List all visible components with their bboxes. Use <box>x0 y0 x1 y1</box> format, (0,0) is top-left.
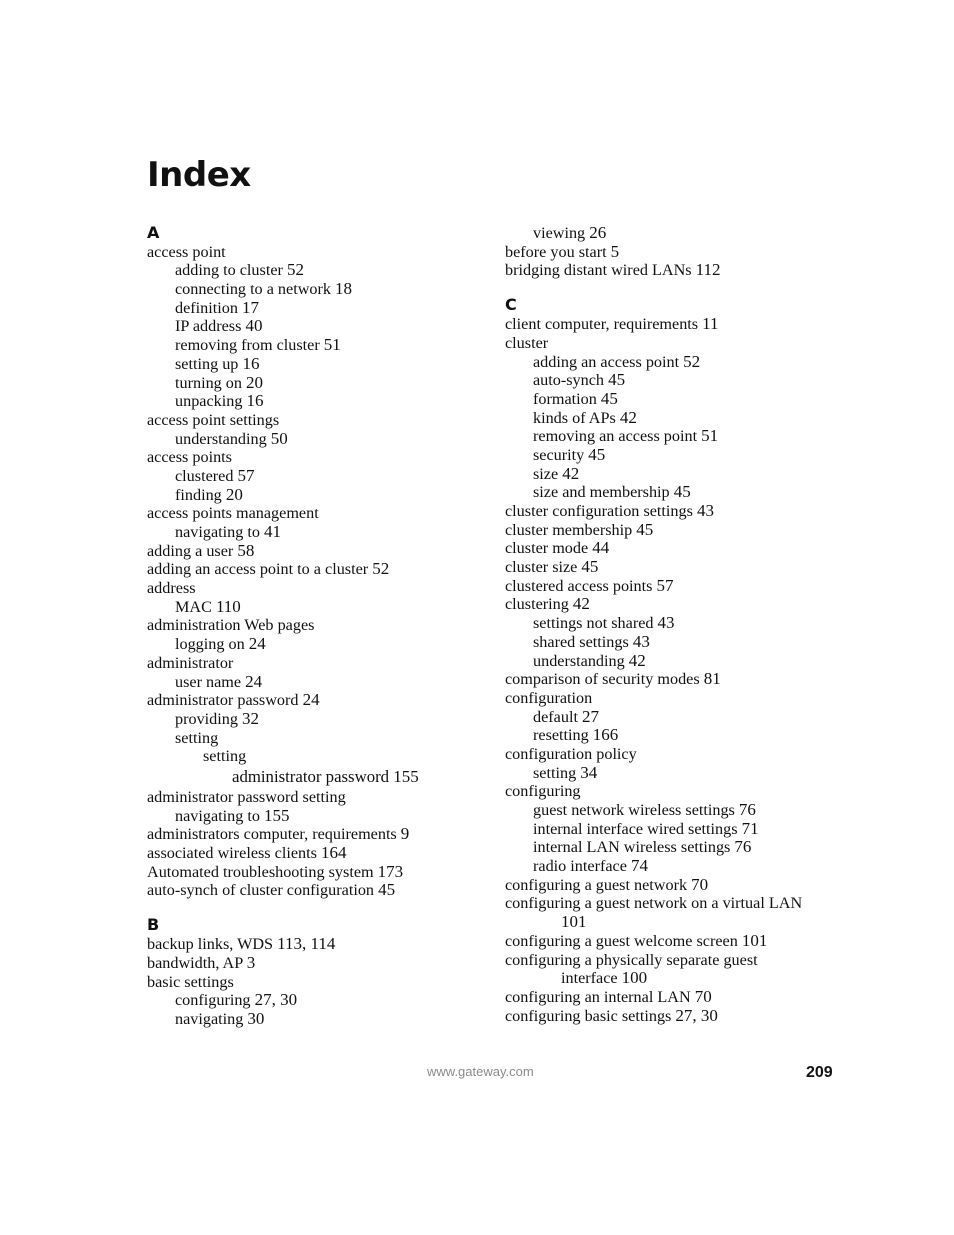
index-term: access points management <box>147 504 319 523</box>
index-page-ref[interactable]: 42 <box>619 407 637 427</box>
index-term: adding to cluster <box>175 261 283 280</box>
index-page-ref[interactable]: 27, 30 <box>254 990 298 1010</box>
index-term: adding an access point <box>533 352 680 371</box>
index-page-ref[interactable]: 16 <box>246 391 264 411</box>
index-entry <box>147 691 487 710</box>
index-entry <box>147 448 487 467</box>
index-page-ref[interactable]: 155 <box>393 766 419 786</box>
index-entry <box>505 932 845 951</box>
index-entry <box>147 747 487 766</box>
index-page-ref[interactable]: 57 <box>656 575 674 595</box>
index-term: radio interface <box>533 857 627 876</box>
index-page-ref[interactable]: 45 <box>588 444 606 464</box>
index-entry <box>147 467 487 486</box>
index-entry <box>147 710 487 729</box>
index-entry <box>505 315 845 334</box>
index-term: unpacking <box>175 392 243 411</box>
page-title: Index <box>147 155 251 195</box>
index-term: setting up <box>175 354 239 373</box>
index-page-ref[interactable]: 58 <box>237 540 255 560</box>
index-page-ref[interactable]: 74 <box>630 856 648 876</box>
index-entry <box>505 483 845 502</box>
index-page-ref[interactable]: 42 <box>572 594 590 614</box>
index-term: clustered access points <box>505 576 653 595</box>
index-page-ref[interactable]: 76 <box>734 837 752 857</box>
index-term: administrators computer, requirements <box>147 825 397 844</box>
index-term: auto-synch of cluster configuration <box>147 881 375 900</box>
index-term: client computer, requirements <box>505 315 699 334</box>
index-term: shared settings <box>533 632 629 651</box>
section-gap <box>505 280 845 296</box>
index-page-ref[interactable]: 52 <box>372 559 390 579</box>
index-page-ref[interactable]: 24 <box>245 671 263 691</box>
index-term: settings not shared <box>533 614 654 633</box>
index-entry <box>147 991 487 1010</box>
index-term: MAC <box>175 597 212 616</box>
index-entry <box>505 577 845 596</box>
index-page-ref[interactable]: 164 <box>320 843 347 862</box>
index-entry <box>147 863 487 882</box>
index-page-ref[interactable]: 11 <box>702 314 719 334</box>
index-term: configuring a guest welcome screen <box>505 931 738 950</box>
index-entry <box>505 1007 845 1026</box>
index-page-ref[interactable]: 45 <box>636 519 654 539</box>
index-entry <box>147 504 487 523</box>
index-term: administrator password <box>232 766 390 786</box>
index-term: setting <box>203 747 247 766</box>
index-letter-heading: C <box>505 295 517 315</box>
index-entry <box>147 973 487 992</box>
index-entry <box>147 825 487 844</box>
index-page-ref[interactable]: 81 <box>703 669 721 689</box>
index-column-left <box>147 224 487 1029</box>
index-term: administrator <box>147 653 234 672</box>
index-entry <box>505 894 845 913</box>
index-term: cluster membership <box>505 520 633 539</box>
index-entry <box>147 635 487 654</box>
index-term: navigating <box>175 1009 244 1028</box>
index-entry <box>147 881 487 900</box>
index-term: bridging distant wired LANs <box>505 261 692 280</box>
index-entry <box>147 579 487 598</box>
index-page-ref[interactable]: 110 <box>215 596 241 616</box>
index-entry <box>505 820 845 839</box>
index-entry <box>505 764 845 783</box>
index-page-ref[interactable]: 52 <box>683 351 701 371</box>
index-entry <box>505 353 845 372</box>
index-entry <box>147 336 487 355</box>
index-entry <box>147 317 487 336</box>
index-page-ref[interactable]: 27, 30 <box>675 1005 718 1025</box>
index-page-ref[interactable]: 100 <box>621 968 648 988</box>
index-term: viewing <box>533 224 586 242</box>
index-entry <box>505 726 845 745</box>
index-page-ref[interactable]: 113, 114 <box>277 934 336 954</box>
index-page-ref[interactable]: 43 <box>696 501 714 521</box>
index-term: finding <box>175 485 222 504</box>
index-term: adding a user <box>147 541 234 560</box>
index-entry <box>505 224 845 243</box>
index-entry <box>505 782 845 801</box>
index-entry <box>147 766 487 788</box>
index-entry <box>147 598 487 617</box>
index-entry <box>505 801 845 820</box>
index-entry <box>147 1010 487 1029</box>
index-page-ref[interactable]: 30 <box>247 1008 265 1028</box>
index-page-ref[interactable]: 51 <box>701 426 719 446</box>
index-entry <box>505 243 845 262</box>
index-entry <box>147 654 487 673</box>
index-page-ref[interactable]: 42 <box>562 463 580 483</box>
index-term: understanding <box>175 429 267 448</box>
index-page-ref[interactable]: 27 <box>582 706 599 726</box>
index-page-ref[interactable]: 17 <box>242 297 259 317</box>
index-page-ref[interactable]: 18 <box>335 279 353 299</box>
index-entry <box>147 729 487 748</box>
index-entry <box>147 243 487 262</box>
index-entry <box>147 355 487 374</box>
index-entry <box>147 788 487 807</box>
footer-url[interactable]: www.gateway.com <box>427 1064 534 1079</box>
index-entry <box>147 844 487 863</box>
index-entry <box>147 392 487 411</box>
index-term: backup links, WDS <box>147 935 274 954</box>
index-term: access point <box>147 242 226 261</box>
index-term: address <box>147 579 196 598</box>
index-term: default <box>533 707 578 726</box>
index-entry <box>505 427 845 446</box>
index-entry <box>147 673 487 692</box>
index-term: size <box>533 464 559 483</box>
index-term: connecting to a network <box>175 280 331 299</box>
index-term: kinds of APs <box>533 408 616 427</box>
index-entry <box>505 502 845 521</box>
index-term: cluster <box>505 333 549 352</box>
index-entry <box>505 614 845 633</box>
index-entry <box>505 521 845 540</box>
index-term: clustered <box>175 466 234 485</box>
index-term: configuration <box>505 688 593 707</box>
index-term: navigating to <box>175 523 260 541</box>
index-column-right <box>505 224 845 1025</box>
index-term: understanding <box>533 651 625 670</box>
index-term: administration Web pages <box>147 616 315 635</box>
index-entry <box>505 857 845 876</box>
index-entry <box>505 409 845 428</box>
index-entry <box>505 334 845 353</box>
index-entry <box>505 539 845 558</box>
index-entry <box>505 876 845 895</box>
index-page-ref[interactable]: 40 <box>245 316 263 336</box>
index-term: configuring a physically separate guest <box>505 950 758 969</box>
index-term: access points <box>147 448 232 467</box>
index-page-ref[interactable]: 45 <box>581 557 599 577</box>
index-page-ref[interactable]: 20 <box>246 372 264 392</box>
index-term: turning on <box>175 373 242 392</box>
index-term: IP address <box>175 317 242 336</box>
index-entry <box>505 988 845 1007</box>
index-page-ref[interactable]: 32 <box>242 708 259 728</box>
index-entry <box>147 542 487 561</box>
index-entry <box>505 633 845 652</box>
index-entry <box>505 652 845 671</box>
index-term: internal interface wired settings <box>533 819 738 838</box>
index-entry <box>505 261 845 280</box>
index-term: logging on <box>175 635 245 654</box>
index-term: Automated troubleshooting system <box>147 862 374 881</box>
index-term: setting <box>533 763 577 782</box>
index-page-ref[interactable]: 42 <box>628 650 646 670</box>
index-term: configuring a guest network on a virtual LAN <box>505 894 803 913</box>
index-entry <box>147 486 487 505</box>
index-page-ref[interactable]: 155 <box>264 805 290 825</box>
index-term: administrator password <box>147 691 299 710</box>
index-term: interface <box>561 969 618 988</box>
index-entry <box>505 446 845 465</box>
index-entry <box>147 560 487 579</box>
index-term: basic settings <box>147 972 234 991</box>
index-term: removing from cluster <box>175 336 320 355</box>
index-page-ref[interactable]: 51 <box>323 335 341 355</box>
index-page-ref[interactable]: 34 <box>580 762 598 782</box>
index-term: adding an access point to a cluster <box>147 560 369 579</box>
index-entry <box>147 523 487 542</box>
index-term: comparison of security modes <box>505 670 700 689</box>
index-page-ref[interactable]: 26 <box>589 223 607 242</box>
index-term: bandwidth, AP <box>147 953 243 972</box>
index-term: providing <box>175 709 238 728</box>
index-term: configuration policy <box>505 744 637 763</box>
index-page-ref[interactable]: 70 <box>691 874 709 894</box>
index-entry <box>505 745 845 764</box>
index-entry <box>147 954 487 973</box>
index-entry <box>505 465 845 484</box>
index-page-ref[interactable]: 24 <box>248 634 266 654</box>
index-entry <box>147 935 487 954</box>
index-term: configuring <box>175 991 251 1010</box>
index-page-ref[interactable]: 43 <box>657 613 675 633</box>
index-term: definition <box>175 298 238 317</box>
index-page-ref[interactable]: 44 <box>592 538 610 558</box>
index-page-ref[interactable]: 16 <box>242 353 260 373</box>
index-page-ref[interactable]: 3 <box>246 952 256 972</box>
index-entry <box>147 430 487 449</box>
index-term: security <box>533 445 585 464</box>
index-term: cluster size <box>505 558 578 577</box>
index-page-ref[interactable]: 101 <box>561 912 587 932</box>
index-term: associated wireless clients <box>147 844 317 862</box>
index-page-ref[interactable]: 20 <box>225 484 243 504</box>
index-page-ref[interactable]: 71 <box>741 818 759 838</box>
index-entry <box>505 371 845 390</box>
index-page-ref[interactable]: 5 <box>610 241 620 261</box>
index-entry <box>147 616 487 635</box>
index-page-ref[interactable]: 101 <box>741 930 768 950</box>
index-entry <box>505 708 845 727</box>
index-entry <box>505 689 845 708</box>
index-entry <box>505 390 845 409</box>
index-term: configuring basic settings <box>505 1006 672 1025</box>
index-term: guest network wireless settings <box>533 801 735 820</box>
index-term: navigating to <box>175 806 260 825</box>
index-entry <box>147 374 487 393</box>
index-entry <box>147 299 487 318</box>
index-page-ref[interactable]: 45 <box>673 482 691 502</box>
section-gap <box>147 900 487 916</box>
index-entry-continuation <box>505 969 845 988</box>
index-page-ref[interactable]: 50 <box>270 428 288 448</box>
index-entry <box>505 670 845 689</box>
index-term: setting <box>175 728 219 747</box>
index-page-ref[interactable]: 70 <box>694 986 712 1006</box>
index-entry <box>505 558 845 577</box>
index-page-ref[interactable]: 9 <box>400 824 410 844</box>
index-term: removing an access point <box>533 427 698 446</box>
index-term: formation <box>533 389 597 408</box>
index-entry <box>147 807 487 826</box>
index-term: internal LAN wireless settings <box>533 838 731 857</box>
index-page-ref[interactable]: 173 <box>377 861 404 881</box>
page-number: 209 <box>806 1064 833 1081</box>
index-page-ref[interactable]: 24 <box>302 690 320 710</box>
index-term: clustering <box>505 595 569 614</box>
index-page-ref[interactable]: 45 <box>600 388 618 408</box>
index-page-ref[interactable]: 76 <box>738 800 756 820</box>
index-page-ref[interactable]: 57 <box>237 465 255 485</box>
index-term: size and membership <box>533 483 670 502</box>
index-term: configuring <box>505 782 581 801</box>
index-page-ref[interactable]: 45 <box>378 880 396 900</box>
index-page-ref[interactable]: 43 <box>632 631 650 651</box>
index-page-ref[interactable]: 45 <box>608 370 626 390</box>
index-entry <box>147 411 487 430</box>
index-term: resetting <box>533 726 589 745</box>
index-term: user name <box>175 672 242 691</box>
index-entry <box>505 595 845 614</box>
index-page-ref[interactable]: 166 <box>592 725 619 745</box>
index-term: before you start <box>505 242 607 261</box>
index-letter-heading: B <box>147 915 160 935</box>
index-term: configuring an internal LAN <box>505 987 691 1006</box>
index-entry <box>505 951 845 970</box>
index-term: access point settings <box>147 410 280 429</box>
index-term: cluster mode <box>505 539 589 558</box>
index-term: configuring a guest network <box>505 875 688 894</box>
index-entry <box>147 280 487 299</box>
index-term: auto-synch <box>533 371 605 390</box>
index-page-ref[interactable]: 41 <box>264 522 282 541</box>
index-term: administrator password setting <box>147 787 346 806</box>
index-entry <box>505 838 845 857</box>
index-term: cluster configuration settings <box>505 502 693 521</box>
index-entry-continuation <box>505 913 845 932</box>
index-page-ref[interactable]: 112 <box>695 260 721 280</box>
index-page-ref[interactable]: 52 <box>286 260 304 280</box>
index-letter-heading: A <box>147 223 160 242</box>
index-entry <box>147 261 487 280</box>
